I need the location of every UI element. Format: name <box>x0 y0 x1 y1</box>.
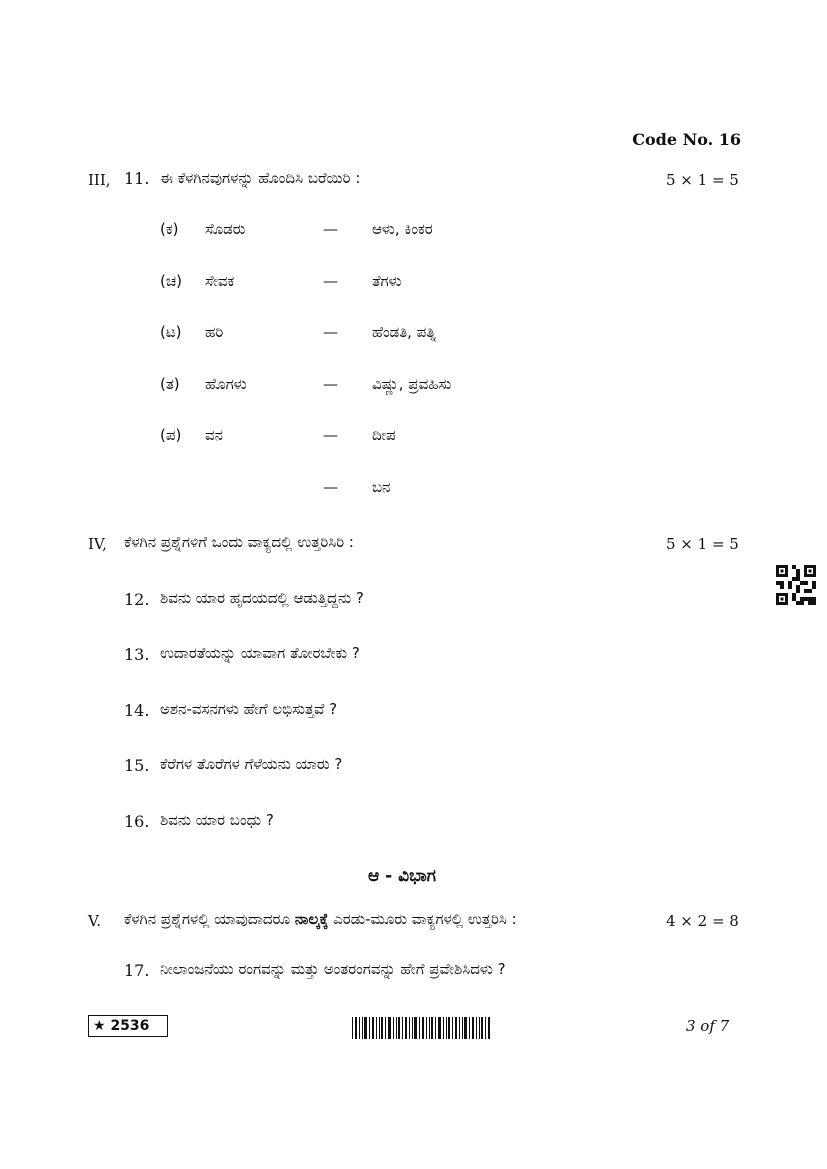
question-text: ಶಿವನು ಯಾರ ಬಂಧು ? <box>160 811 274 829</box>
pair-dash: — <box>323 478 338 496</box>
pair-right: ದೀಪ <box>372 426 396 444</box>
pair-label: (ತ) <box>160 375 180 393</box>
question-number-17: 17. <box>124 961 150 980</box>
page-number: 3 of 7 <box>686 1017 730 1035</box>
question-number: 16. <box>124 812 150 831</box>
pair-label: (ಕ) <box>160 220 179 238</box>
instruction-post: ಎರಡು-ಮೂರು ವಾಕ್ಯಗಳಲ್ಲಿ ಉತ್ತರಿಸಿ : <box>328 910 517 928</box>
section-heading: ಆ - ವಿಭಾಗ <box>368 866 436 886</box>
question-text: ಶಿವನು ಯಾರ ಹೃದಯದಲ್ಲಿ ಆಡುತ್ತಿದ್ದನು ? <box>160 589 364 607</box>
pair-left: ವನ <box>205 426 223 444</box>
instruction-pre: ಕೆಳಗಿನ ಪ್ರಶ್ನೆಗಳಲ್ಲಿ ಯಾವುದಾದರೂ <box>124 910 295 928</box>
code-number: Code No. 16 <box>632 130 741 149</box>
pair-right: ಹೆಂಡತಿ, ಪತ್ನಿ <box>372 323 437 341</box>
pair-right: ಬನ <box>372 478 391 496</box>
section-iii-instruction: ಈ ಕೆಳಗಿನವುಗಳನ್ನು ಹೊಂದಿಸಿ ಬರೆಯಿರಿ : <box>160 169 361 187</box>
pair-dash: — <box>323 272 338 290</box>
pair-label: (ಟ) <box>160 323 182 341</box>
pair-right: ತೆಗಳು <box>372 272 402 290</box>
question-number: 15. <box>124 756 150 775</box>
question-number: 13. <box>124 645 150 664</box>
star-icon: ★ <box>93 1018 106 1034</box>
question-number: 14. <box>124 701 150 720</box>
pair-left: ಹೊಗಳು <box>205 375 247 393</box>
pair-left: ಸೊಡರು <box>205 220 246 238</box>
paper-code-box <box>88 1015 168 1037</box>
pair-dash: — <box>323 375 338 393</box>
qr-code-icon <box>776 565 816 605</box>
section-roman-v: V. <box>88 912 101 930</box>
pair-left: ಹರಿ <box>205 323 224 341</box>
pair-right: ವಿಷ್ಣು, ಪ್ರವಹಿಸು <box>372 375 452 393</box>
section-iv-marks: 5 × 1 = 5 <box>666 535 739 553</box>
pair-label: (ಪ) <box>160 426 182 444</box>
pair-right: ಆಳು, ಕಿಂಕರ <box>372 220 433 238</box>
question-text: ಉದಾರತೆಯನ್ನು ಯಾವಾಗ ತೋರಬೇಕು ? <box>160 644 360 662</box>
pair-dash: — <box>323 220 338 238</box>
paper-code: 2536 <box>110 1018 150 1034</box>
section-roman-iii: III, <box>88 171 111 189</box>
question-text: ಕೆರೆಗಳ ತೊರೆಗಳ ಗೆಳೆಯನು ಯಾರು ? <box>160 755 343 773</box>
section-v-marks: 4 × 2 = 8 <box>666 912 739 930</box>
section-iii-marks: 5 × 1 = 5 <box>666 171 739 189</box>
instruction-emphasis: ನಾಲ್ಕಕ್ಕೆ <box>294 910 329 928</box>
question-text: ಅಶನ-ವಸನಗಳು ಹೇಗೆ ಲಭಿಸುತ್ತವೆ ? <box>160 700 338 718</box>
question-text-17: ನೀಲಾಂಜನೆಯು ರಂಗವನ್ನು ಮತ್ತು ಅಂತರಂಗವನ್ನು ಹೇಗೆ ಪ್ರವೇಶಿಸಿದಳು ? <box>160 960 506 978</box>
section-v-instruction <box>124 910 517 928</box>
section-iv-instruction: ಕೆಳಗಿನ ಪ್ರಶ್ನೆಗಳಿಗೆ ಒಂದು ವಾಕ್ಯದಲ್ಲಿ ಉತ್ತರಿಸಿರಿ : <box>124 533 354 551</box>
pair-dash: — <box>323 323 338 341</box>
question-number-11: 11. <box>124 169 150 188</box>
section-roman-iv: IV, <box>88 535 107 553</box>
question-number: 12. <box>124 590 150 609</box>
pair-left: ಸೇವಕ <box>205 272 235 290</box>
pair-dash: — <box>323 426 338 444</box>
barcode-icon <box>352 1017 490 1039</box>
pair-label: (ಚ) <box>160 272 182 290</box>
